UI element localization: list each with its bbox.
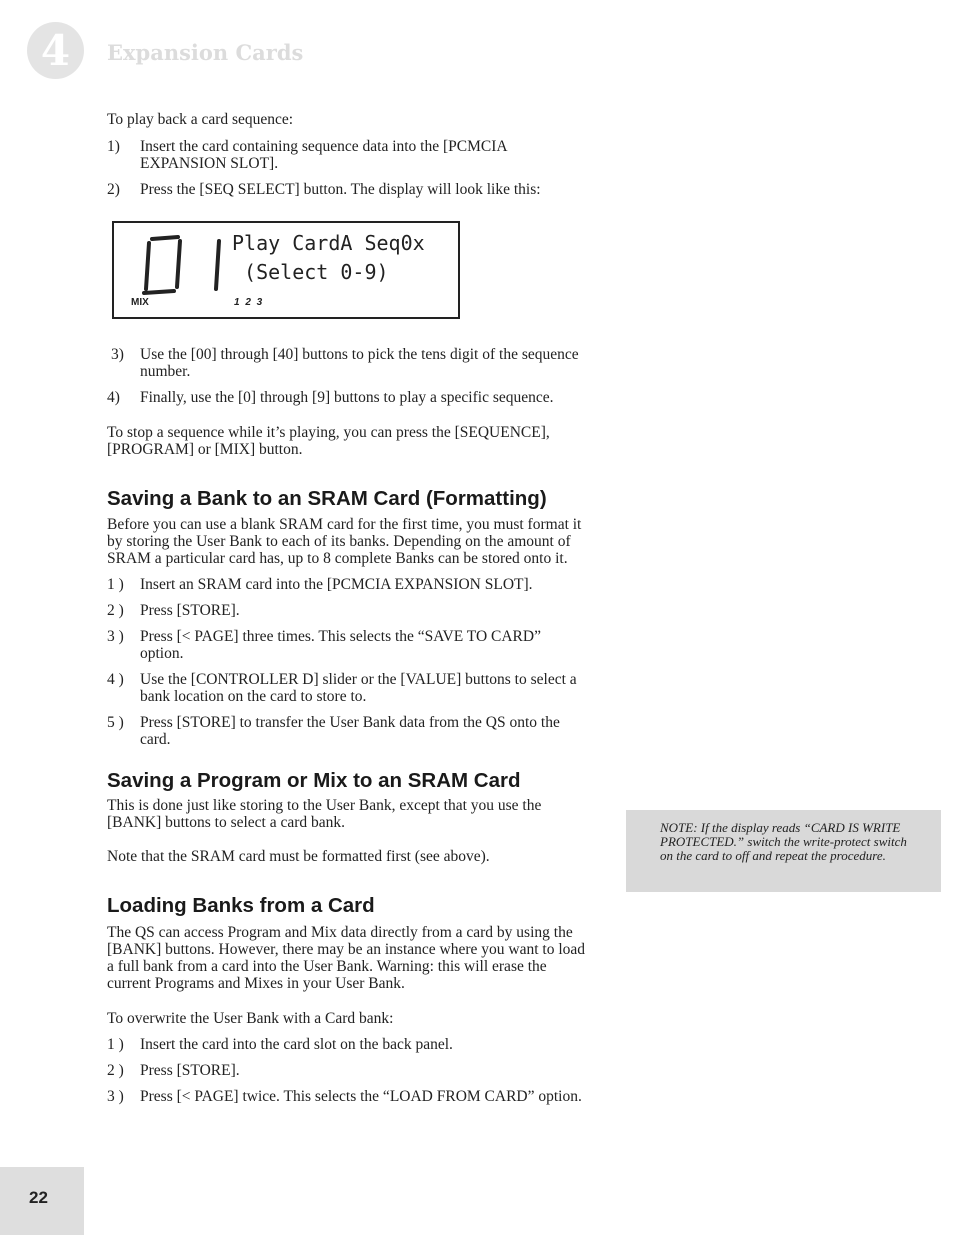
main-content (107, 111, 587, 1105)
list-item (107, 1062, 587, 1079)
step-text: Insert an SRAM card into the [PCMCIA EXPANSION SLOT]. (140, 576, 533, 593)
chapter-title: Expansion Cards (107, 40, 304, 65)
chapter-number: 4 (40, 26, 71, 75)
step-text: Press [< PAGE] three times. This selects the “SAVE TO CARD” option. (140, 628, 541, 662)
list-item (107, 576, 587, 593)
list-item (107, 628, 587, 662)
step-text: Insert the card into the card slot on the back panel. (140, 1036, 453, 1053)
lcd-line-1: Play CardA Seq0x (232, 231, 425, 255)
step-number: 3) (111, 346, 124, 363)
step-text: Press the [SEQ SELECT] button. The display will look like this: (140, 181, 541, 198)
step-number: 1 ) (107, 576, 124, 593)
section-body: The QS can access Program and Mix data directly from a card by using the [BANK] buttons. However, there may be an instance where you want to load a full bank from a card into the User Bank. Warning: this will erase the current Programs and Mixes in your User Bank. (107, 924, 586, 992)
step-number: 1 ) (107, 1036, 124, 1053)
list-item (107, 138, 587, 172)
step-number: 5 ) (107, 714, 124, 731)
lcd-display (112, 221, 460, 319)
lcd-line-2: (Select 0-9) (232, 260, 389, 284)
page-number: 22 (29, 1188, 48, 1207)
step-text: Use the [00] through [40] buttons to pick the tens digit of the sequence number. (140, 346, 579, 380)
intro-lead: To play back a card sequence: (107, 111, 294, 128)
list-item (107, 389, 587, 406)
step-text: Insert the card containing sequence data into the [PCMCIA EXPANSION SLOT]. (140, 138, 507, 172)
step-number: 3 ) (107, 1088, 124, 1105)
step-number: 1) (107, 138, 120, 155)
lcd-mix-label: MIX (131, 297, 149, 308)
list-item (107, 346, 587, 380)
step-text: Press [STORE] to transfer the User Bank data from the QS onto the card. (140, 714, 560, 748)
note-box (626, 810, 941, 892)
lcd-numbers: 1 2 3 (234, 297, 263, 308)
list-item (107, 1088, 587, 1105)
section-heading-program: Saving a Program or Mix to an SRAM Card (107, 769, 521, 792)
section-body: Before you can use a blank SRAM card for the first time, you must format it by storing the User Bank to each of its banks. Depending on the amount of SRAM a particular card has, up to 8 complete Banks can be stored onto it. (107, 516, 582, 567)
list-item (107, 714, 587, 748)
step-number: 2 ) (107, 1062, 124, 1079)
step-number: 3 ) (107, 628, 124, 645)
list-item (107, 671, 587, 705)
section-body: Note that the SRAM card must be formatted first (see above). (107, 848, 490, 865)
step-text: Press [< PAGE] twice. This selects the “LOAD FROM CARD” option. (140, 1088, 582, 1105)
step-text: Press [STORE]. (140, 602, 240, 619)
section-lead: To overwrite the User Bank with a Card bank: (107, 1010, 394, 1027)
list-item (107, 181, 587, 198)
step-number: 2 ) (107, 602, 124, 619)
list-item (107, 602, 587, 619)
note-text: NOTE: If the display reads “CARD IS WRITE PROTECTED.” switch the write-protect switch on the card to off and repeat the procedure. (660, 820, 907, 863)
step-text: Use the [CONTROLLER D] slider or the [VALUE] buttons to select a bank location on the card to store to. (140, 671, 577, 705)
section-heading-loading: Loading Banks from a Card (107, 894, 375, 917)
section-body: This is done just like storing to the User Bank, except that you use the [BANK] buttons to select a card bank. (107, 797, 542, 831)
list-item (107, 1036, 587, 1053)
step-number: 2) (107, 181, 120, 198)
step-number: 4) (107, 389, 120, 406)
chapter-badge (27, 22, 84, 79)
stop-text: To stop a sequence while it’s playing, you can press the [SEQUENCE], [PROGRAM] or [MIX] button. (107, 424, 550, 458)
section-heading-format: Saving a Bank to an SRAM Card (Formatting) (107, 487, 547, 510)
step-number: 4 ) (107, 671, 124, 688)
step-text: Finally, use the [0] through [9] buttons to play a specific sequence. (140, 389, 554, 406)
step-text: Press [STORE]. (140, 1062, 240, 1079)
